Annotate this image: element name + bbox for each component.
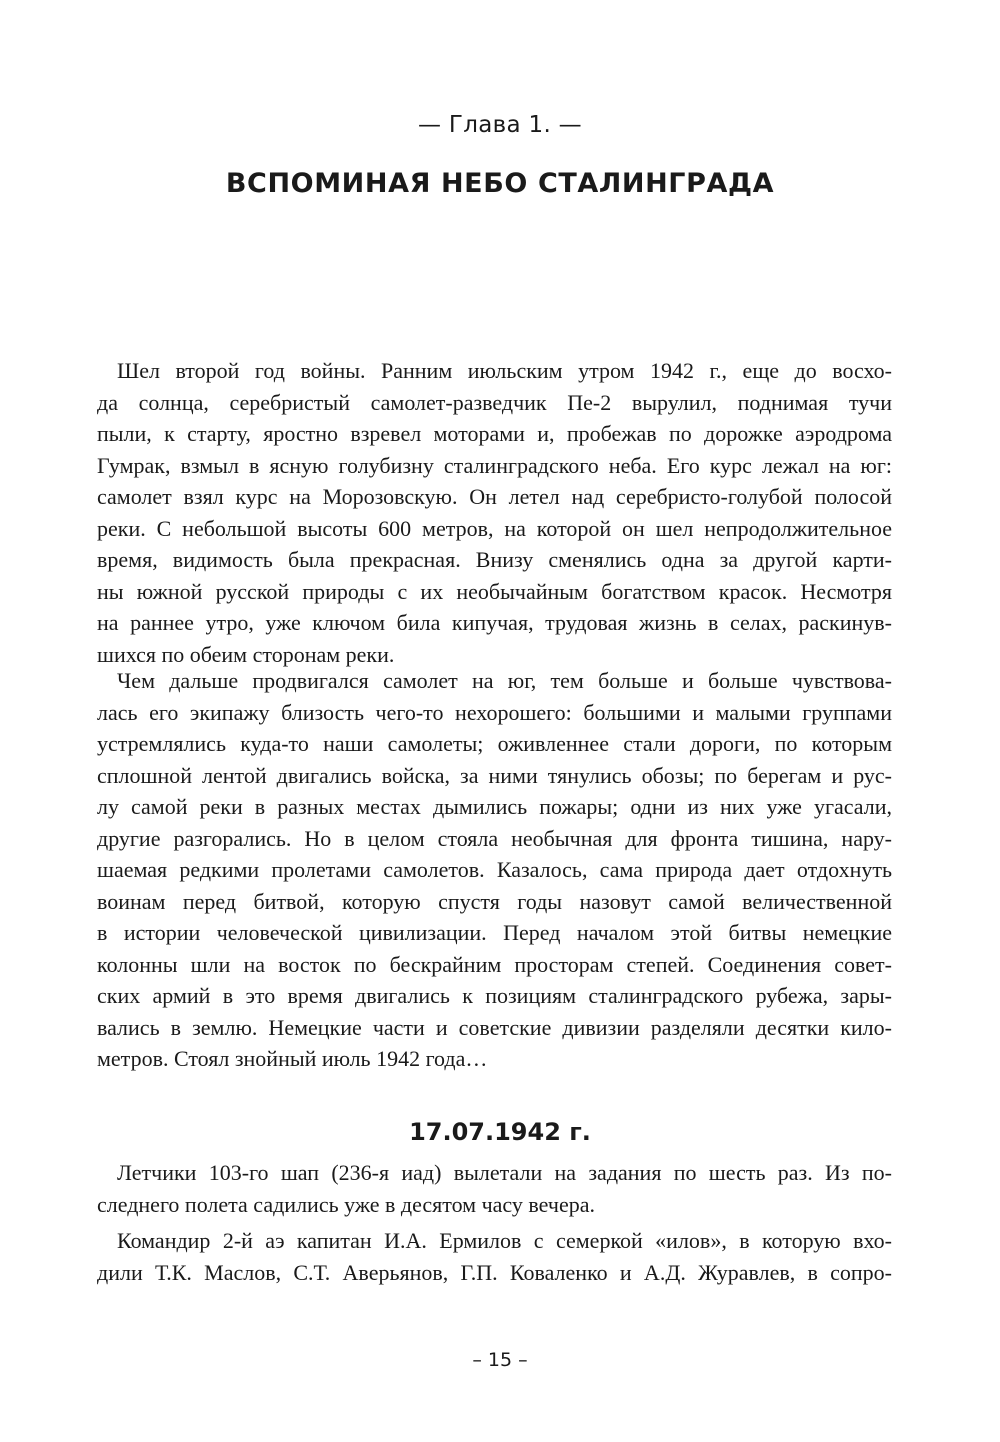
chapter-label: — Глава 1. —: [418, 112, 582, 138]
text-line: самолет взял курс на Морозовскую. Он летел над серебристо-голубой полосой: [97, 484, 892, 509]
text-line: пыли, к старту, яростно взревел моторами и, пробежав по дорожке аэродрома: [97, 421, 892, 446]
section-paragraph-2: [97, 1225, 892, 1288]
text-line: в истории человеческой цивилизации. Перед началом этой битвы немецкие: [97, 920, 892, 945]
text-line: устремлялись куда-то наши самолеты; оживленнее стали дороги, по которым: [97, 731, 892, 756]
text-line: Шел второй год войны. Ранним июльским утром 1942 г., еще до восхо-: [117, 358, 892, 383]
text-line: лу самой реки в разных местах дымились пожары; одни из них уже угасали,: [97, 794, 892, 819]
text-line: лась его экипажу близость чего-то нехорошего: большими и малыми группами: [97, 699, 892, 725]
text-line: следнего полета садились уже в десятом часу вечера.: [97, 1191, 595, 1217]
text-line: колонны шли на восток по бескрайним просторам степей. Соединения совет-: [97, 951, 892, 977]
paragraph-1: [97, 355, 892, 670]
text-line: другие разгорались. Но в целом стояла необычная для фронта тишина, нару-: [97, 825, 892, 851]
text-line: время, видимость была прекрасная. Внизу сменялись одна за другой карти-: [97, 547, 892, 572]
page-number: – 15 –: [472, 1349, 528, 1371]
text-line: да солнца, серебристый самолет-разведчик Пе-2 вырулил, поднимая тучи: [97, 389, 892, 415]
text-line: Летчики 103-го шап (236-я иад) вылетали на задания по шесть раз. Из по-: [117, 1160, 892, 1185]
text-line: сплошной лентой двигались войска, за ними тянулись обозы; по берегам и рус-: [97, 762, 892, 788]
text-line: на раннее утро, уже ключом била кипучая, трудовая жизнь в селах, раскинув-: [97, 610, 892, 635]
text-line: ских армий в это время двигались к позициям сталинградского рубежа, зары-: [97, 983, 892, 1008]
paragraph-2: [97, 665, 892, 1075]
chapter-title: ВСПОМИНАЯ НЕБО СТАЛИНГРАДА: [225, 168, 775, 199]
text-line: вались в землю. Немецкие части и советские дивизии разделяли десятки кило-: [97, 1014, 892, 1040]
text-line: шаемая редкими пролетами самолетов. Казалось, сама природа дает отдохнуть: [97, 857, 892, 882]
section-date-heading: 17.07.1942 г.: [409, 1118, 591, 1146]
text-line: Командир 2-й аэ капитан И.А. Ермилов с семеркой «илов», в которую вхо-: [117, 1228, 892, 1253]
text-line: шихся по обеим сторонам реки.: [97, 641, 395, 667]
text-line: воинам перед битвой, которую спустя годы назовут самой величественной: [97, 888, 892, 914]
text-line: ны южной русской природы с их необычайным богатством красок. Несмотря: [97, 578, 892, 604]
text-line: Чем дальше продвигался самолет на юг, тем больше и больше чувствова-: [117, 668, 892, 693]
text-line: реки. С небольшой высоты 600 метров, на которой он шел непродолжительное: [97, 515, 892, 541]
text-line: Гумрак, взмыл в ясную голубизну сталинградского неба. Его курс лежал на юг:: [97, 452, 892, 478]
section-paragraph-1: [97, 1157, 892, 1220]
text-line: метров. Стоял знойный июль 1942 года…: [97, 1046, 488, 1071]
text-line: дили Т.К. Маслов, С.Т. Аверьянов, Г.П. Коваленко и А.Д. Журавлев, в сопро-: [97, 1259, 892, 1285]
